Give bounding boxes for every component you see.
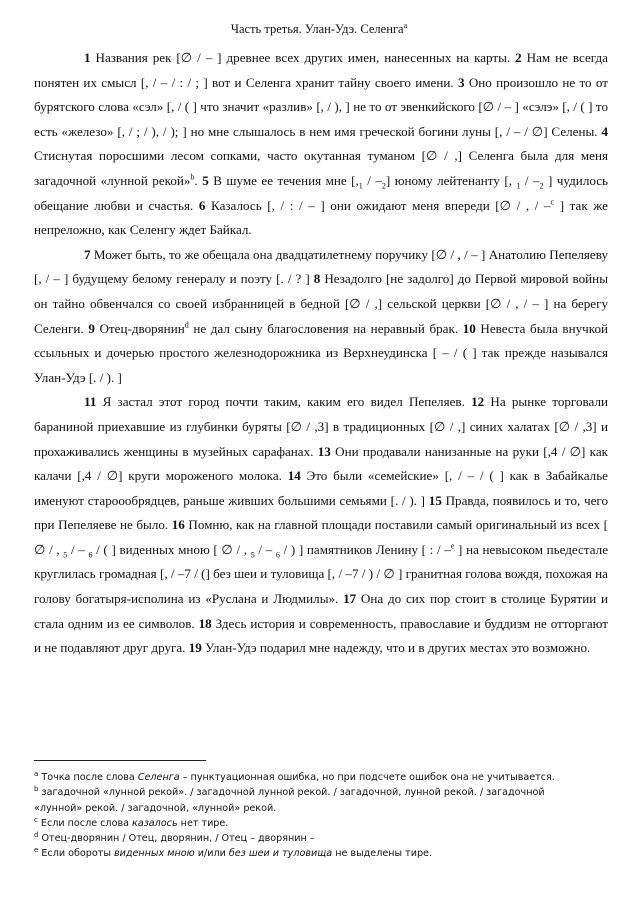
page-title: [0, 22, 638, 37]
text-run: / –: [67, 541, 89, 557]
text-run: Я застал этот город почти таким, каким его видел Пепеляев.: [96, 394, 472, 410]
text-run: .: [194, 172, 203, 188]
sentence-number: 1: [84, 50, 91, 65]
text-run: Они продавали нанизанные на руки [,4 / ∅] как калачи [,4 / ∅] круги мороженого молока.: [34, 443, 609, 484]
text-run: Может быть, то же обещала она двадцатилетнему поручику [∅ / , / – ] Анатолию Пепеляеву [, / – ] будущему белому генералу и поэту [. / ? ]: [34, 246, 608, 287]
footnote: [34, 785, 608, 800]
title-footnote-mark: a: [403, 20, 408, 30]
sentence-number: 9: [88, 320, 95, 336]
sentence-number: 13: [317, 443, 331, 459]
text-run: / –: [520, 172, 540, 188]
italic-term: виденных мною: [113, 848, 195, 860]
sentence-number: 15: [428, 492, 442, 508]
footnote-mark: c: [34, 815, 38, 824]
text-run: / –: [254, 541, 276, 557]
italic-term: Селенга: [137, 772, 180, 783]
variant-index: 1: [358, 181, 363, 191]
variant-index: 2: [381, 181, 386, 191]
text-run: Точка после слова: [38, 772, 138, 783]
italic-term: казалось: [132, 817, 178, 829]
variant-index: 5: [250, 550, 255, 560]
footnote-mark: c: [550, 197, 555, 207]
sentence-number: 10: [462, 320, 476, 336]
variant-index: 1: [516, 181, 521, 191]
text-run: Правда, появилось и то, чего при Пепеляеве не было.: [34, 492, 608, 533]
sentence-number: 8: [313, 271, 321, 287]
text-run: / ( ] виденных мною [ ∅ / ,: [92, 541, 251, 557]
page-title-text: Часть третья. Улан-Удэ. Селенга: [230, 22, 404, 36]
footnotes: [34, 770, 608, 862]
text-run: Казалось [, / : / – ] они ожидают меня впереди [∅ / , / –: [205, 197, 551, 213]
footnote: [34, 801, 608, 816]
footnote-divider: [34, 760, 206, 761]
text-run: нет тире.: [177, 817, 229, 829]
text-run: ] чудилось обещание любви и счастья.: [34, 172, 609, 213]
footnote-mark: b: [190, 172, 195, 182]
text-run: ] юному лейтенанту [,: [385, 172, 517, 188]
footnote: [34, 770, 608, 785]
sentence-number: 12: [471, 394, 485, 410]
footnote-mark: e: [450, 541, 455, 551]
sentence-number: 6: [198, 197, 206, 213]
variant-index: 2: [539, 181, 544, 191]
text-run: Если после слова: [37, 817, 133, 829]
sentence-number: 5: [202, 172, 209, 188]
sentence-number: 2: [515, 50, 522, 65]
sentence-number: 3: [457, 74, 465, 90]
paragraph: [34, 46, 608, 243]
text-run: не выделены тире.: [332, 848, 432, 860]
text-run: Стиснутая поросшими лесом сопками, часто окутанная туманом [∅ / ,] Селенга была для меня загадочной «лунной рекой»: [34, 148, 608, 188]
text-run: загадочной «лунной рекой». / загадочной лунной рекой. / загадочной, лунной рекой. / загадочной: [38, 787, 545, 799]
text-run: Помню, как на главной площади поставили самый оригинальный из всех [ ∅ / ,: [34, 517, 608, 557]
sentence-number: 17: [343, 591, 357, 607]
text-run: – пунктуационная ошибка, но при подсчете ошибок она не учитывается.: [179, 772, 555, 783]
text-run: / –: [362, 172, 382, 188]
text-run: Нам не всегда понятен их смысл [, / – / : / ; ] вот и Селенга хранит тайну своего имени.: [34, 50, 608, 90]
text-run: Оно произошло не то от бурятского слова «сэл» [, / ( ] что значит «разлив» [, / ), ] не то от эвенкийского [∅ / – ] «сэлэ» [, / ( ] то есть «железо» [, / ; / ), / ); ] но мне слышалось в нем имя греческой богини луны [, / – / ∅] Селены.: [34, 74, 608, 139]
text-run: Она до сих пор стоит в столице Бурятии и стала одним из ее символов.: [34, 591, 608, 631]
footnote: [34, 831, 608, 846]
sentence-number: 7: [84, 246, 91, 262]
text-run: «лунной» рекой. / загадочной, «лунной» рекой.: [34, 802, 277, 814]
text-run: Это были «семейские» [, / – / ( ] как в Забайкалье именуют староообрядцев, раньше живших большими семьями [. / ). ]: [34, 468, 608, 508]
sentence-number: 19: [188, 640, 202, 656]
footnote-mark: d: [34, 831, 39, 839]
variant-index: 6: [275, 550, 280, 560]
footnote-mark: b: [34, 785, 39, 794]
main-text: [34, 46, 608, 661]
text-run: Отец-дворянин / Отец, дворянин, / Отец – дворянин –: [38, 833, 315, 845]
text-run: и/или: [194, 848, 229, 860]
text-run: Отец-дворянин: [94, 320, 185, 336]
text-run: В шуме ее течения мне [,: [208, 172, 359, 188]
sentence-number: 4: [601, 123, 608, 139]
sentence-number: 16: [171, 517, 185, 533]
footnote-mark: e: [34, 846, 39, 855]
footnote: [34, 816, 608, 831]
text-run: не дал сыну благословения на неравный брак.: [188, 320, 463, 336]
text-run: Здесь история и современность, православие и буддизм не отторгают и не подавляют друг друга.: [34, 615, 608, 656]
variant-index: 6: [88, 550, 93, 560]
variant-index: 5: [63, 550, 68, 560]
text-run: На рынке торговали бараниной приехавшие из глубинки буряты [∅ / ,3] в традиционных [∅ / ,] синих халатах [∅ / ,3] и прохаживались женщины в музейных сарафанах.: [34, 394, 608, 459]
text-run: Названия рек [∅ / – ] древнее всех других имен, нанесенных на карты.: [90, 50, 516, 65]
text-run: ] на невысоком пьедестале круглилась громадная [, / –7 / (] без шеи и туловища [, / –7 / ) / ∅ ] гранитная голова вождя, похожая на голову богатыря-исполина из «Руслана и Людмилы».: [34, 541, 609, 607]
paragraph: [34, 243, 608, 391]
sentence-number: 11: [84, 394, 97, 410]
footnote-mark: d: [184, 320, 189, 330]
sentence-number: 18: [198, 615, 212, 631]
footnote-mark: a: [34, 769, 39, 778]
italic-term: без шеи и туловища: [228, 848, 333, 860]
sentence-number: 14: [287, 468, 301, 484]
text-run: Невеста была внучкой ссыльных и дочерью простого железнодорожника из Верхнеудинска [ – / ( ] так прежде назывался Улан-Удэ [. / ). ]: [34, 320, 609, 385]
paragraph: [34, 390, 608, 661]
text-run: ] так же непреложно, как Селенгу ждет Байкал.: [34, 197, 608, 238]
text-run: Если обороты: [38, 848, 114, 860]
footnote: [34, 846, 608, 861]
text-run: Улан-Удэ подарил мне надежду, что и в других местах это возможно.: [201, 640, 591, 656]
text-run: / ) ] памятников Ленину [ : / –: [279, 541, 451, 557]
text-run: Незадолго [не задолго] до Первой мировой войны он тайно обвенчался со своей избранницей в бедной [∅ / ,] сельской церкви [∅ / , / – ] на берегу Селенги.: [34, 271, 608, 336]
